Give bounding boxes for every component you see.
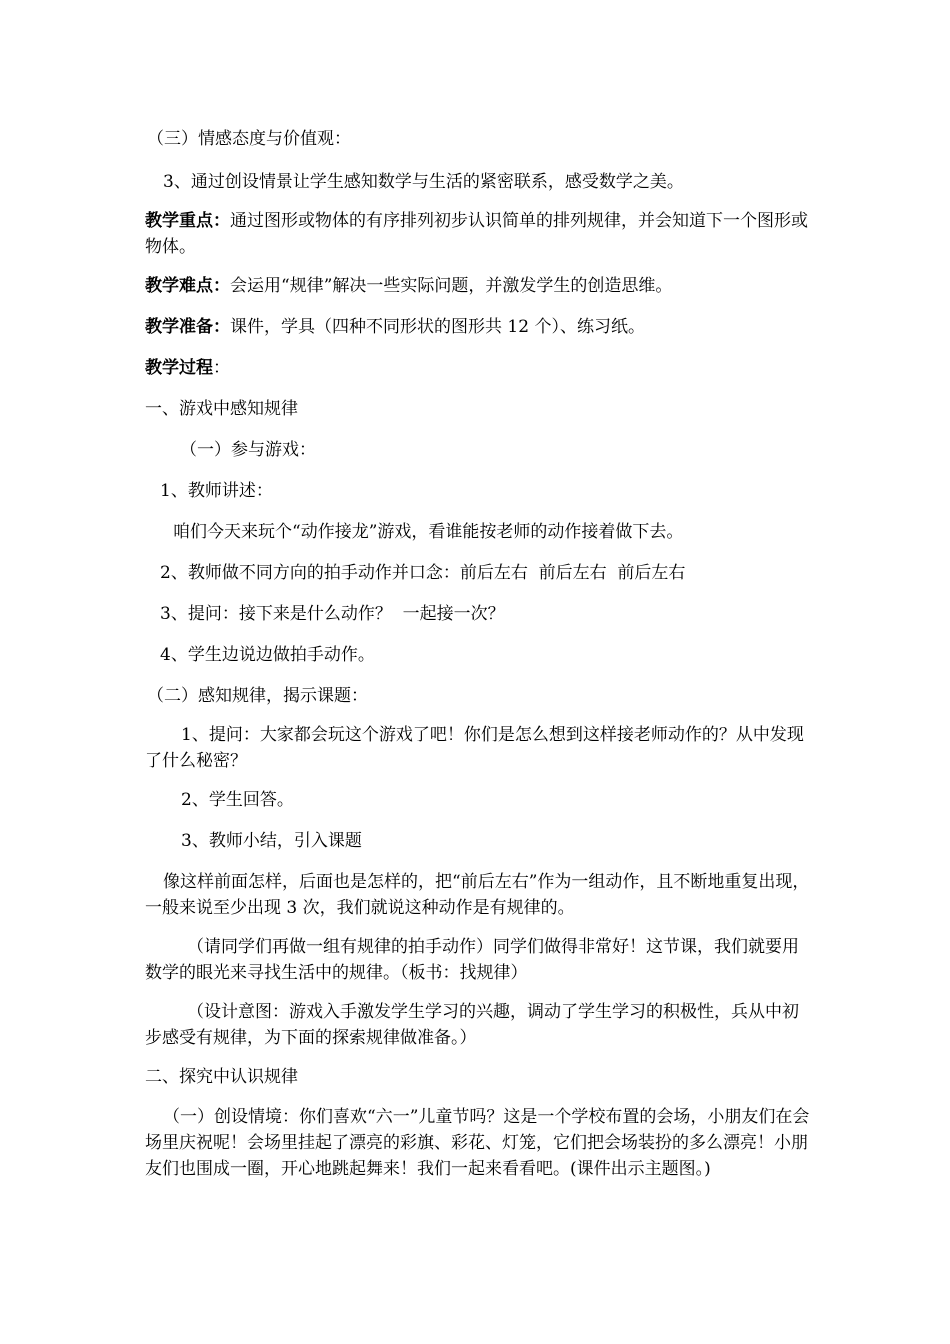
step-1-teacher-narrates: 1、教师讲述：	[160, 481, 273, 501]
perceive-step-1: 1、提问：大家都会玩这个游戏了吧！你们是怎么想到这样接老师动作的？从中发现了什么秘密？	[145, 725, 804, 771]
teaching-preparation-label: 教学准备：	[145, 317, 230, 337]
part-one-heading: 一、游戏中感知规律	[145, 399, 298, 419]
step-2-clapping: 2、教师做不同方向的拍手动作并口念：前后左右 前后左右 前后左右	[160, 563, 686, 583]
step-4-students-act: 4、学生边说边做拍手动作。	[160, 645, 375, 665]
section-heading-attitude: （三）情感态度与价值观：	[147, 129, 351, 149]
teaching-key-points-text: 通过图形或物体的有序排列初步认识简单的排列规律，并会知道下一个图形或物体。	[145, 211, 808, 257]
teaching-difficulties-label: 教学难点：	[145, 276, 230, 296]
subsection-perceive-rules: （二）感知规律，揭示课题：	[147, 686, 368, 706]
create-scenario-paragraph: （一）创设情境：你们喜欢“六一”儿童节吗？这是一个学校布置的会场，小朋友们在会场里庆祝呢！会场里挂起了漂亮的彩旗、彩花、灯笼，它们把会场装扮的多么漂亮！小朋友们也围成一圈，开心地跳起舞来！我们一起来看看吧。(课件出示主题图。)	[145, 1107, 810, 1179]
teaching-preparation	[145, 314, 810, 340]
teaching-difficulties-text: 会运用“规律”解决一些实际问题，并激发学生的创造思维。	[230, 276, 673, 296]
objective-3: 3、通过创设情景让学生感知数学与生活的紧密联系，感受数学之美。	[163, 172, 684, 192]
teaching-process-heading	[145, 355, 810, 381]
practice-paragraph: （请同学们再做一组有规律的拍手动作）同学们做得非常好！这节课，我们就要用数学的眼光来寻找生活中的规律。（板书：找规律）	[145, 937, 799, 983]
perceive-step-3: 3、教师小结，引入课题	[181, 831, 362, 851]
perceive-step-2: 2、学生回答。	[181, 790, 294, 810]
teaching-process-label: 教学过程	[145, 358, 213, 378]
design-intent-paragraph: （设计意图：游戏入手激发学生学习的兴趣，调动了学生学习的积极性，兵从中初步感受有规律，为下面的探索规律做准备。）	[145, 1002, 799, 1048]
teaching-key-points	[145, 208, 810, 260]
subsection-participate-game: （一）参与游戏：	[180, 440, 316, 460]
step-3-question: 3、提问：接下来是什么动作？ 一起接一次？	[160, 604, 505, 624]
teaching-difficulties	[145, 273, 810, 299]
teaching-process-colon: ：	[213, 358, 230, 378]
part-two-heading: 二、探究中认识规律	[145, 1067, 298, 1087]
teaching-preparation-text: 课件，学具（四种不同形状的图形共 12 个）、练习纸。	[230, 317, 645, 337]
teaching-key-points-label: 教学重点：	[145, 211, 230, 231]
teacher-narration-text: 咱们今天来玩个“动作接龙”游戏，看谁能按老师的动作接着做下去。	[173, 522, 684, 542]
teacher-summary-paragraph: 像这样前面怎样，后面也是怎样的，把“前后左右”作为一组动作，且不断地重复出现，一般来说至少出现 3 次，我们就说这种动作是有规律的。	[145, 872, 810, 918]
